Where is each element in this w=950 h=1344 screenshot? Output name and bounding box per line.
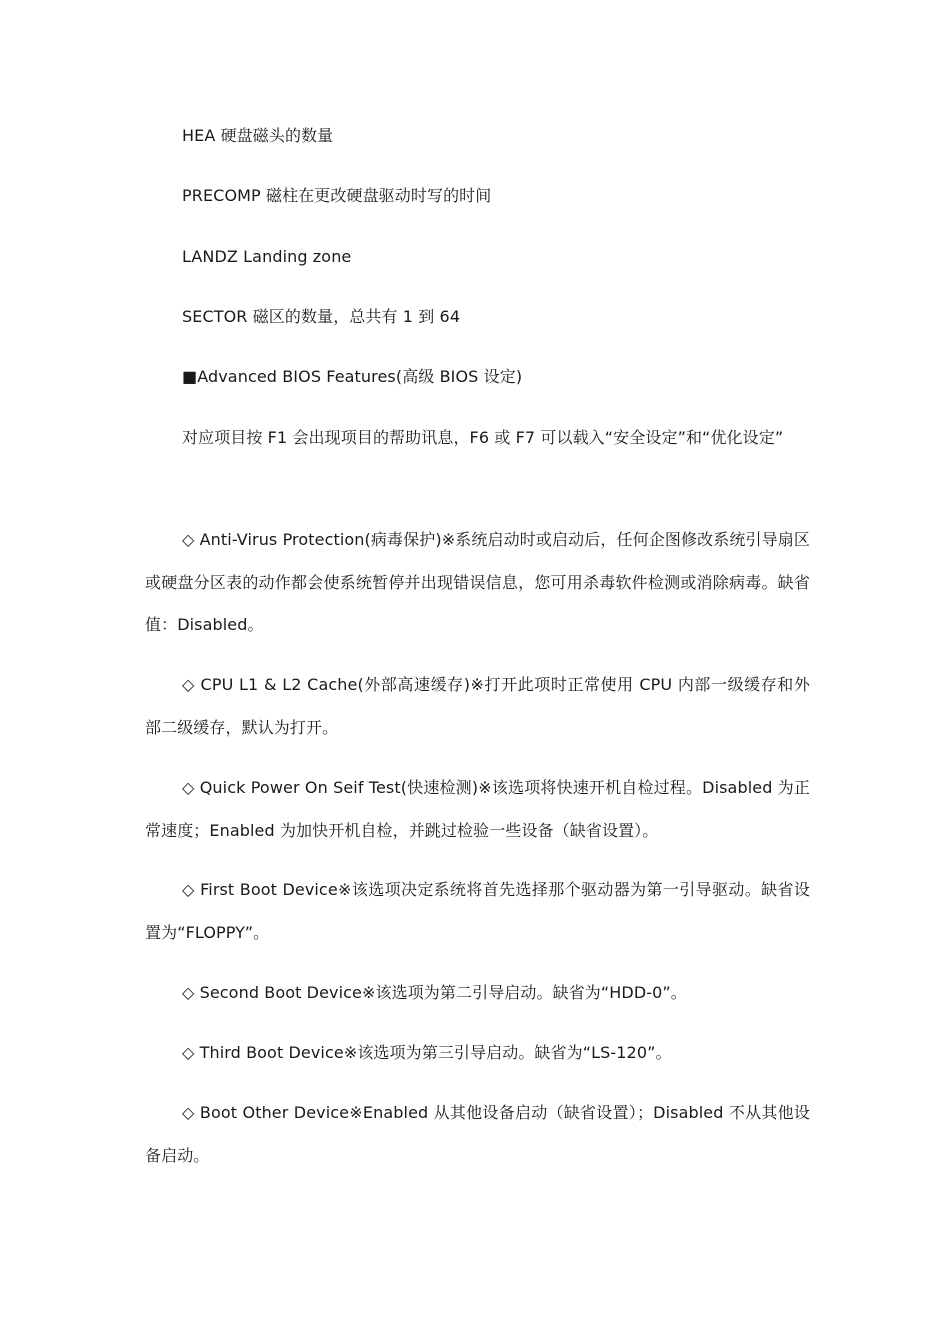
paragraph-cpu-cache: ◇ CPU L1 & L2 Cache(外部高速缓存)※打开此项时正常使用 CPU 内部一级缓存和外部二级缓存，默认为打开。 <box>145 675 810 737</box>
paragraph-boot-other-device: ◇ Boot Other Device※Enabled 从其他设备启动（缺省设置）；Disabled 不从其他设备启动。 <box>145 1103 810 1165</box>
paragraph-sector: SECTOR 磁区的数量，总共有 1 到 64 <box>182 307 461 326</box>
paragraph-second-boot-device: ◇ Second Boot Device※该选项为第二引导启动。缺省为“HDD-0”。 <box>182 983 687 1002</box>
section-heading-advanced-bios-features: ■Advanced BIOS Features(高级 BIOS 设定) <box>182 367 523 386</box>
paragraph-precomp: PRECOMP 磁柱在更改硬盘驱动时写的时间 <box>182 186 492 205</box>
paragraph-quick-power-on-self-test: ◇ Quick Power On Seif Test(快速检测)※该选项将快速开机自检过程。Disabled 为正常速度；Enabled 为加快开机自检，并跳过检验一些设备（缺省设置）。 <box>145 778 810 840</box>
paragraph-help-keys: 对应项目按 F1 会出现项目的帮助讯息，F6 或 F7 可以载入“安全设定”和“优化设定” <box>182 428 784 447</box>
paragraph-anti-virus-protection: ◇ Anti-Virus Protection(病毒保护)※系统启动时或启动后，任何企图修改系统引导扇区或硬盘分区表的动作都会使系统暂停并出现错误信息，您可用杀毒软件检测或消除病毒。缺省值：Disabled。 <box>145 530 810 634</box>
paragraph-first-boot-device: ◇ First Boot Device※该选项决定系统将首先选择那个驱动器为第一引导驱动。缺省设置为“FLOPPY”。 <box>145 880 810 942</box>
paragraph-third-boot-device: ◇ Third Boot Device※该选项为第三引导启动。缺省为“LS-120”。 <box>182 1043 672 1062</box>
paragraph-hea: HEA 硬盘磁头的数量 <box>182 126 334 145</box>
paragraph-landz: LANDZ Landing zone <box>182 247 352 266</box>
